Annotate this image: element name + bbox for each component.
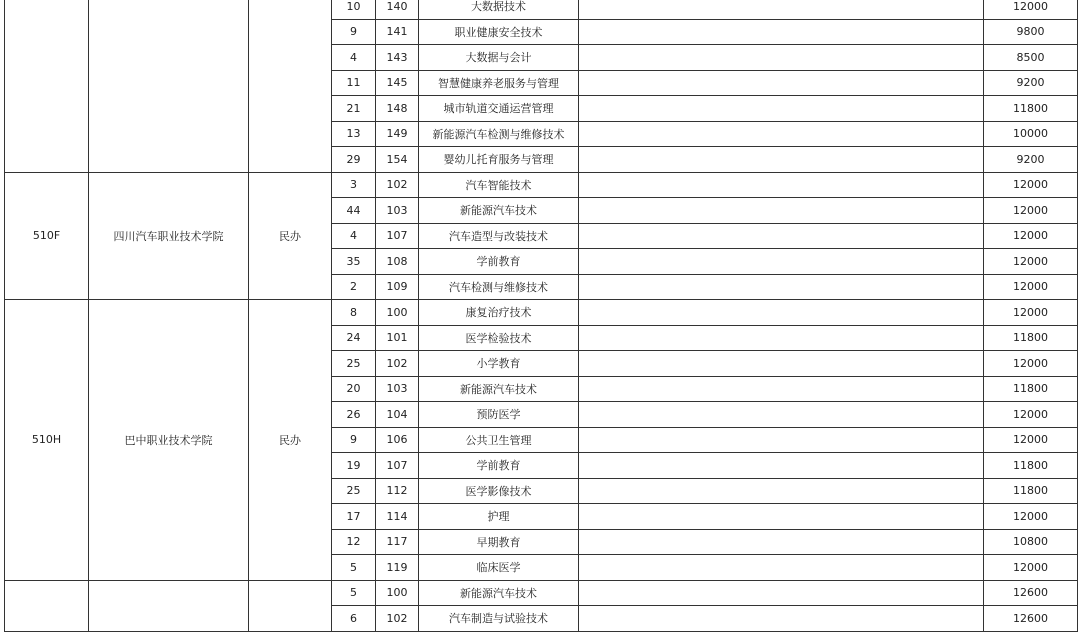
major-code-cell: 102 [376,606,419,632]
tuition-cell: 12000 [984,402,1078,428]
note-cell [579,19,984,45]
note-cell [579,0,984,19]
note-cell [579,325,984,351]
plan-count-cell: 21 [332,96,376,122]
major-name-cell: 预防医学 [419,402,579,428]
plan-count-cell: 4 [332,45,376,71]
major-code-cell: 114 [376,504,419,530]
tuition-cell: 11800 [984,453,1078,479]
plan-count-cell: 20 [332,376,376,402]
note-cell [579,402,984,428]
tuition-cell: 9200 [984,70,1078,96]
plan-count-cell: 3 [332,172,376,198]
note-cell [579,453,984,479]
major-code-cell: 106 [376,427,419,453]
tuition-cell: 12000 [984,300,1078,326]
school-name-cell [89,0,249,172]
plan-count-cell: 25 [332,351,376,377]
major-name-cell: 智慧健康养老服务与管理 [419,70,579,96]
note-cell [579,478,984,504]
note-cell [579,45,984,71]
note-cell [579,70,984,96]
major-name-cell: 大数据技术 [419,0,579,19]
plan-count-cell: 12 [332,529,376,555]
plan-count-cell: 8 [332,300,376,326]
tuition-cell: 10800 [984,529,1078,555]
plan-count-cell: 19 [332,453,376,479]
plan-count-cell: 44 [332,198,376,224]
plan-count-cell: 11 [332,70,376,96]
major-code-cell: 145 [376,70,419,96]
major-code-cell: 100 [376,580,419,606]
plan-count-cell: 26 [332,402,376,428]
tuition-cell: 9800 [984,19,1078,45]
tuition-cell: 12000 [984,0,1078,19]
school-type-cell: 民办 [249,300,332,581]
major-code-cell: 117 [376,529,419,555]
school-code-cell: 510H [5,300,89,581]
major-name-cell: 新能源汽车技术 [419,198,579,224]
note-cell [579,147,984,173]
plan-count-cell: 35 [332,249,376,275]
table-row [5,172,1078,198]
enrollment-table [4,0,1078,632]
note-cell [579,96,984,122]
major-code-cell: 101 [376,325,419,351]
plan-count-cell: 9 [332,19,376,45]
note-cell [579,555,984,581]
major-code-cell: 103 [376,198,419,224]
note-cell [579,606,984,632]
note-cell [579,504,984,530]
major-name-cell: 新能源汽车检测与维修技术 [419,121,579,147]
school-name-cell [89,580,249,631]
tuition-cell: 12000 [984,555,1078,581]
table-row [5,0,1078,19]
plan-count-cell: 6 [332,606,376,632]
plan-count-cell: 10 [332,0,376,19]
note-cell [579,274,984,300]
major-name-cell: 新能源汽车技术 [419,580,579,606]
note-cell [579,223,984,249]
note-cell [579,198,984,224]
major-code-cell: 148 [376,96,419,122]
major-code-cell: 107 [376,453,419,479]
major-name-cell: 小学教育 [419,351,579,377]
plan-count-cell: 5 [332,555,376,581]
major-name-cell: 学前教育 [419,249,579,275]
major-name-cell: 大数据与会计 [419,45,579,71]
tuition-cell: 12000 [984,249,1078,275]
major-code-cell: 103 [376,376,419,402]
major-code-cell: 112 [376,478,419,504]
school-type-cell [249,0,332,172]
tuition-cell: 11800 [984,325,1078,351]
plan-count-cell: 29 [332,147,376,173]
tuition-cell: 12600 [984,606,1078,632]
major-code-cell: 141 [376,19,419,45]
major-name-cell: 婴幼儿托育服务与管理 [419,147,579,173]
table-body [5,0,1078,631]
note-cell [579,121,984,147]
note-cell [579,376,984,402]
plan-count-cell: 2 [332,274,376,300]
major-code-cell: 109 [376,274,419,300]
plan-count-cell: 5 [332,580,376,606]
major-code-cell: 100 [376,300,419,326]
note-cell [579,249,984,275]
major-code-cell: 154 [376,147,419,173]
tuition-cell: 12000 [984,198,1078,224]
school-code-cell [5,0,89,172]
tuition-cell: 11800 [984,96,1078,122]
school-name-cell: 四川汽车职业技术学院 [89,172,249,300]
major-name-cell: 早期教育 [419,529,579,555]
tuition-cell: 12000 [984,172,1078,198]
major-code-cell: 149 [376,121,419,147]
tuition-cell: 11800 [984,376,1078,402]
note-cell [579,351,984,377]
tuition-cell: 12000 [984,351,1078,377]
major-name-cell: 临床医学 [419,555,579,581]
major-name-cell: 汽车造型与改装技术 [419,223,579,249]
tuition-cell: 12000 [984,274,1078,300]
note-cell [579,529,984,555]
major-name-cell: 汽车检测与维修技术 [419,274,579,300]
major-name-cell: 公共卫生管理 [419,427,579,453]
tuition-cell: 12000 [984,427,1078,453]
tuition-cell: 11800 [984,478,1078,504]
plan-count-cell: 13 [332,121,376,147]
major-name-cell: 护理 [419,504,579,530]
major-name-cell: 康复治疗技术 [419,300,579,326]
tuition-cell: 8500 [984,45,1078,71]
major-name-cell: 新能源汽车技术 [419,376,579,402]
major-code-cell: 107 [376,223,419,249]
major-name-cell: 汽车制造与试验技术 [419,606,579,632]
tuition-cell: 10000 [984,121,1078,147]
major-code-cell: 102 [376,172,419,198]
plan-count-cell: 17 [332,504,376,530]
plan-count-cell: 4 [332,223,376,249]
major-code-cell: 143 [376,45,419,71]
note-cell [579,172,984,198]
major-code-cell: 102 [376,351,419,377]
table-row [5,300,1078,326]
tuition-cell: 12600 [984,580,1078,606]
note-cell [579,580,984,606]
note-cell [579,427,984,453]
school-type-cell: 民办 [249,172,332,300]
major-code-cell: 108 [376,249,419,275]
tuition-cell: 12000 [984,223,1078,249]
major-name-cell: 职业健康安全技术 [419,19,579,45]
major-name-cell: 医学检验技术 [419,325,579,351]
school-code-cell: 510F [5,172,89,300]
school-code-cell [5,580,89,631]
major-code-cell: 104 [376,402,419,428]
major-code-cell: 140 [376,0,419,19]
school-type-cell [249,580,332,631]
table-row [5,580,1078,606]
plan-count-cell: 24 [332,325,376,351]
major-name-cell: 汽车智能技术 [419,172,579,198]
major-name-cell: 城市轨道交通运营管理 [419,96,579,122]
major-name-cell: 学前教育 [419,453,579,479]
major-code-cell: 119 [376,555,419,581]
note-cell [579,300,984,326]
school-name-cell: 巴中职业技术学院 [89,300,249,581]
tuition-cell: 9200 [984,147,1078,173]
plan-count-cell: 25 [332,478,376,504]
tuition-cell: 12000 [984,504,1078,530]
plan-count-cell: 9 [332,427,376,453]
major-name-cell: 医学影像技术 [419,478,579,504]
